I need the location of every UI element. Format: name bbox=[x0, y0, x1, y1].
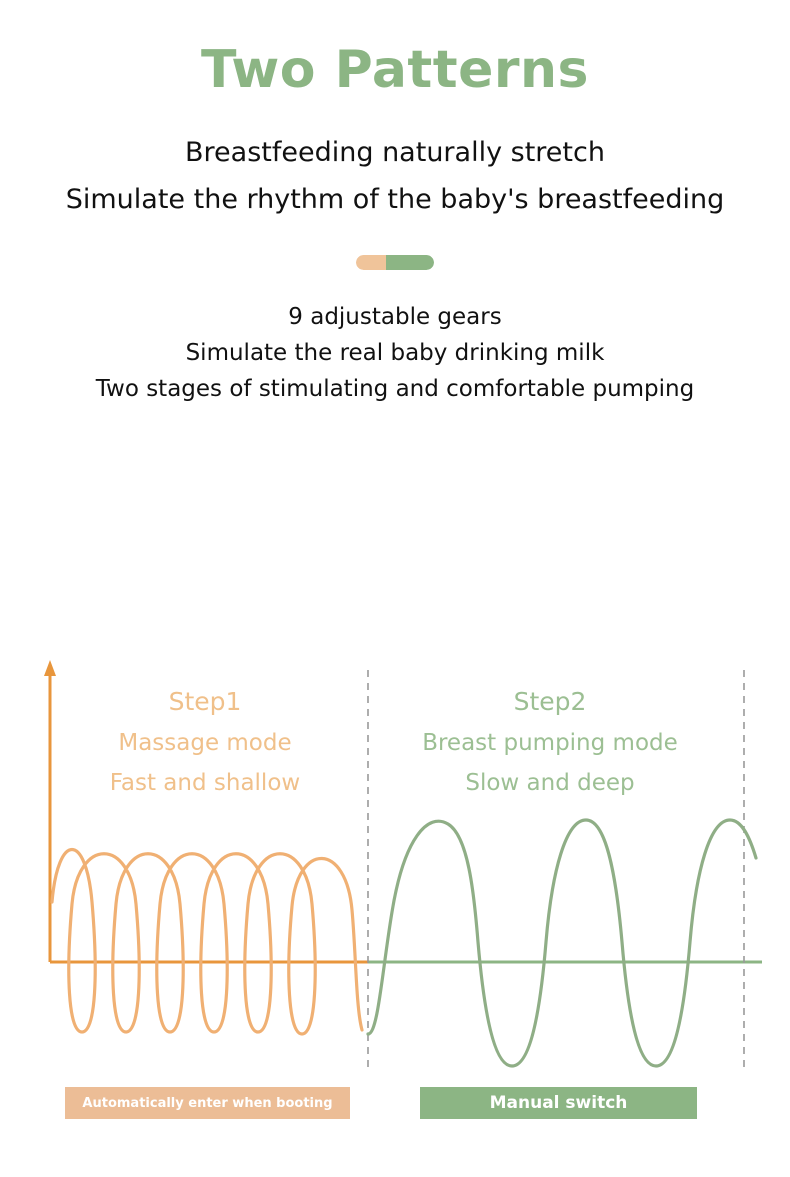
step1-description: Fast and shallow bbox=[109, 770, 301, 796]
step2-mode: Breast pumping mode bbox=[422, 730, 678, 756]
step2-description: Slow and deep bbox=[465, 770, 635, 796]
legend-auto-boot: Automatically enter when booting bbox=[65, 1087, 350, 1119]
legend-row bbox=[0, 1087, 790, 1127]
feature-list bbox=[0, 304, 790, 402]
subtitle-line-2: Simulate the rhythm of the baby's breastfeeding bbox=[65, 184, 725, 216]
divider-pill bbox=[356, 255, 434, 270]
page-root bbox=[0, 42, 790, 1177]
step1-mode: Massage mode bbox=[118, 730, 292, 756]
divider-pill-wrapper bbox=[0, 255, 790, 270]
step1-waveform-path bbox=[52, 850, 362, 1035]
divider-pill-left bbox=[356, 255, 386, 270]
subtitle-line-1: Breastfeeding naturally stretch bbox=[185, 137, 605, 169]
feature-item-1: 9 adjustable gears bbox=[288, 304, 502, 331]
page-title: Two Patterns bbox=[200, 40, 590, 100]
step2-waveform-path bbox=[368, 820, 756, 1066]
divider-pill-right bbox=[386, 255, 434, 270]
feature-item-2: Simulate the real baby drinking milk bbox=[185, 340, 605, 367]
waveform-svg bbox=[0, 642, 790, 1142]
feature-item-3: Two stages of stimulating and comfortable pumping bbox=[95, 376, 695, 403]
step2-label: Step2 bbox=[513, 687, 587, 716]
waveform-chart bbox=[0, 642, 790, 1142]
step1-label: Step1 bbox=[168, 687, 242, 716]
legend-manual-switch: Manual switch bbox=[420, 1087, 697, 1119]
y-axis-arrow-icon bbox=[44, 660, 56, 676]
